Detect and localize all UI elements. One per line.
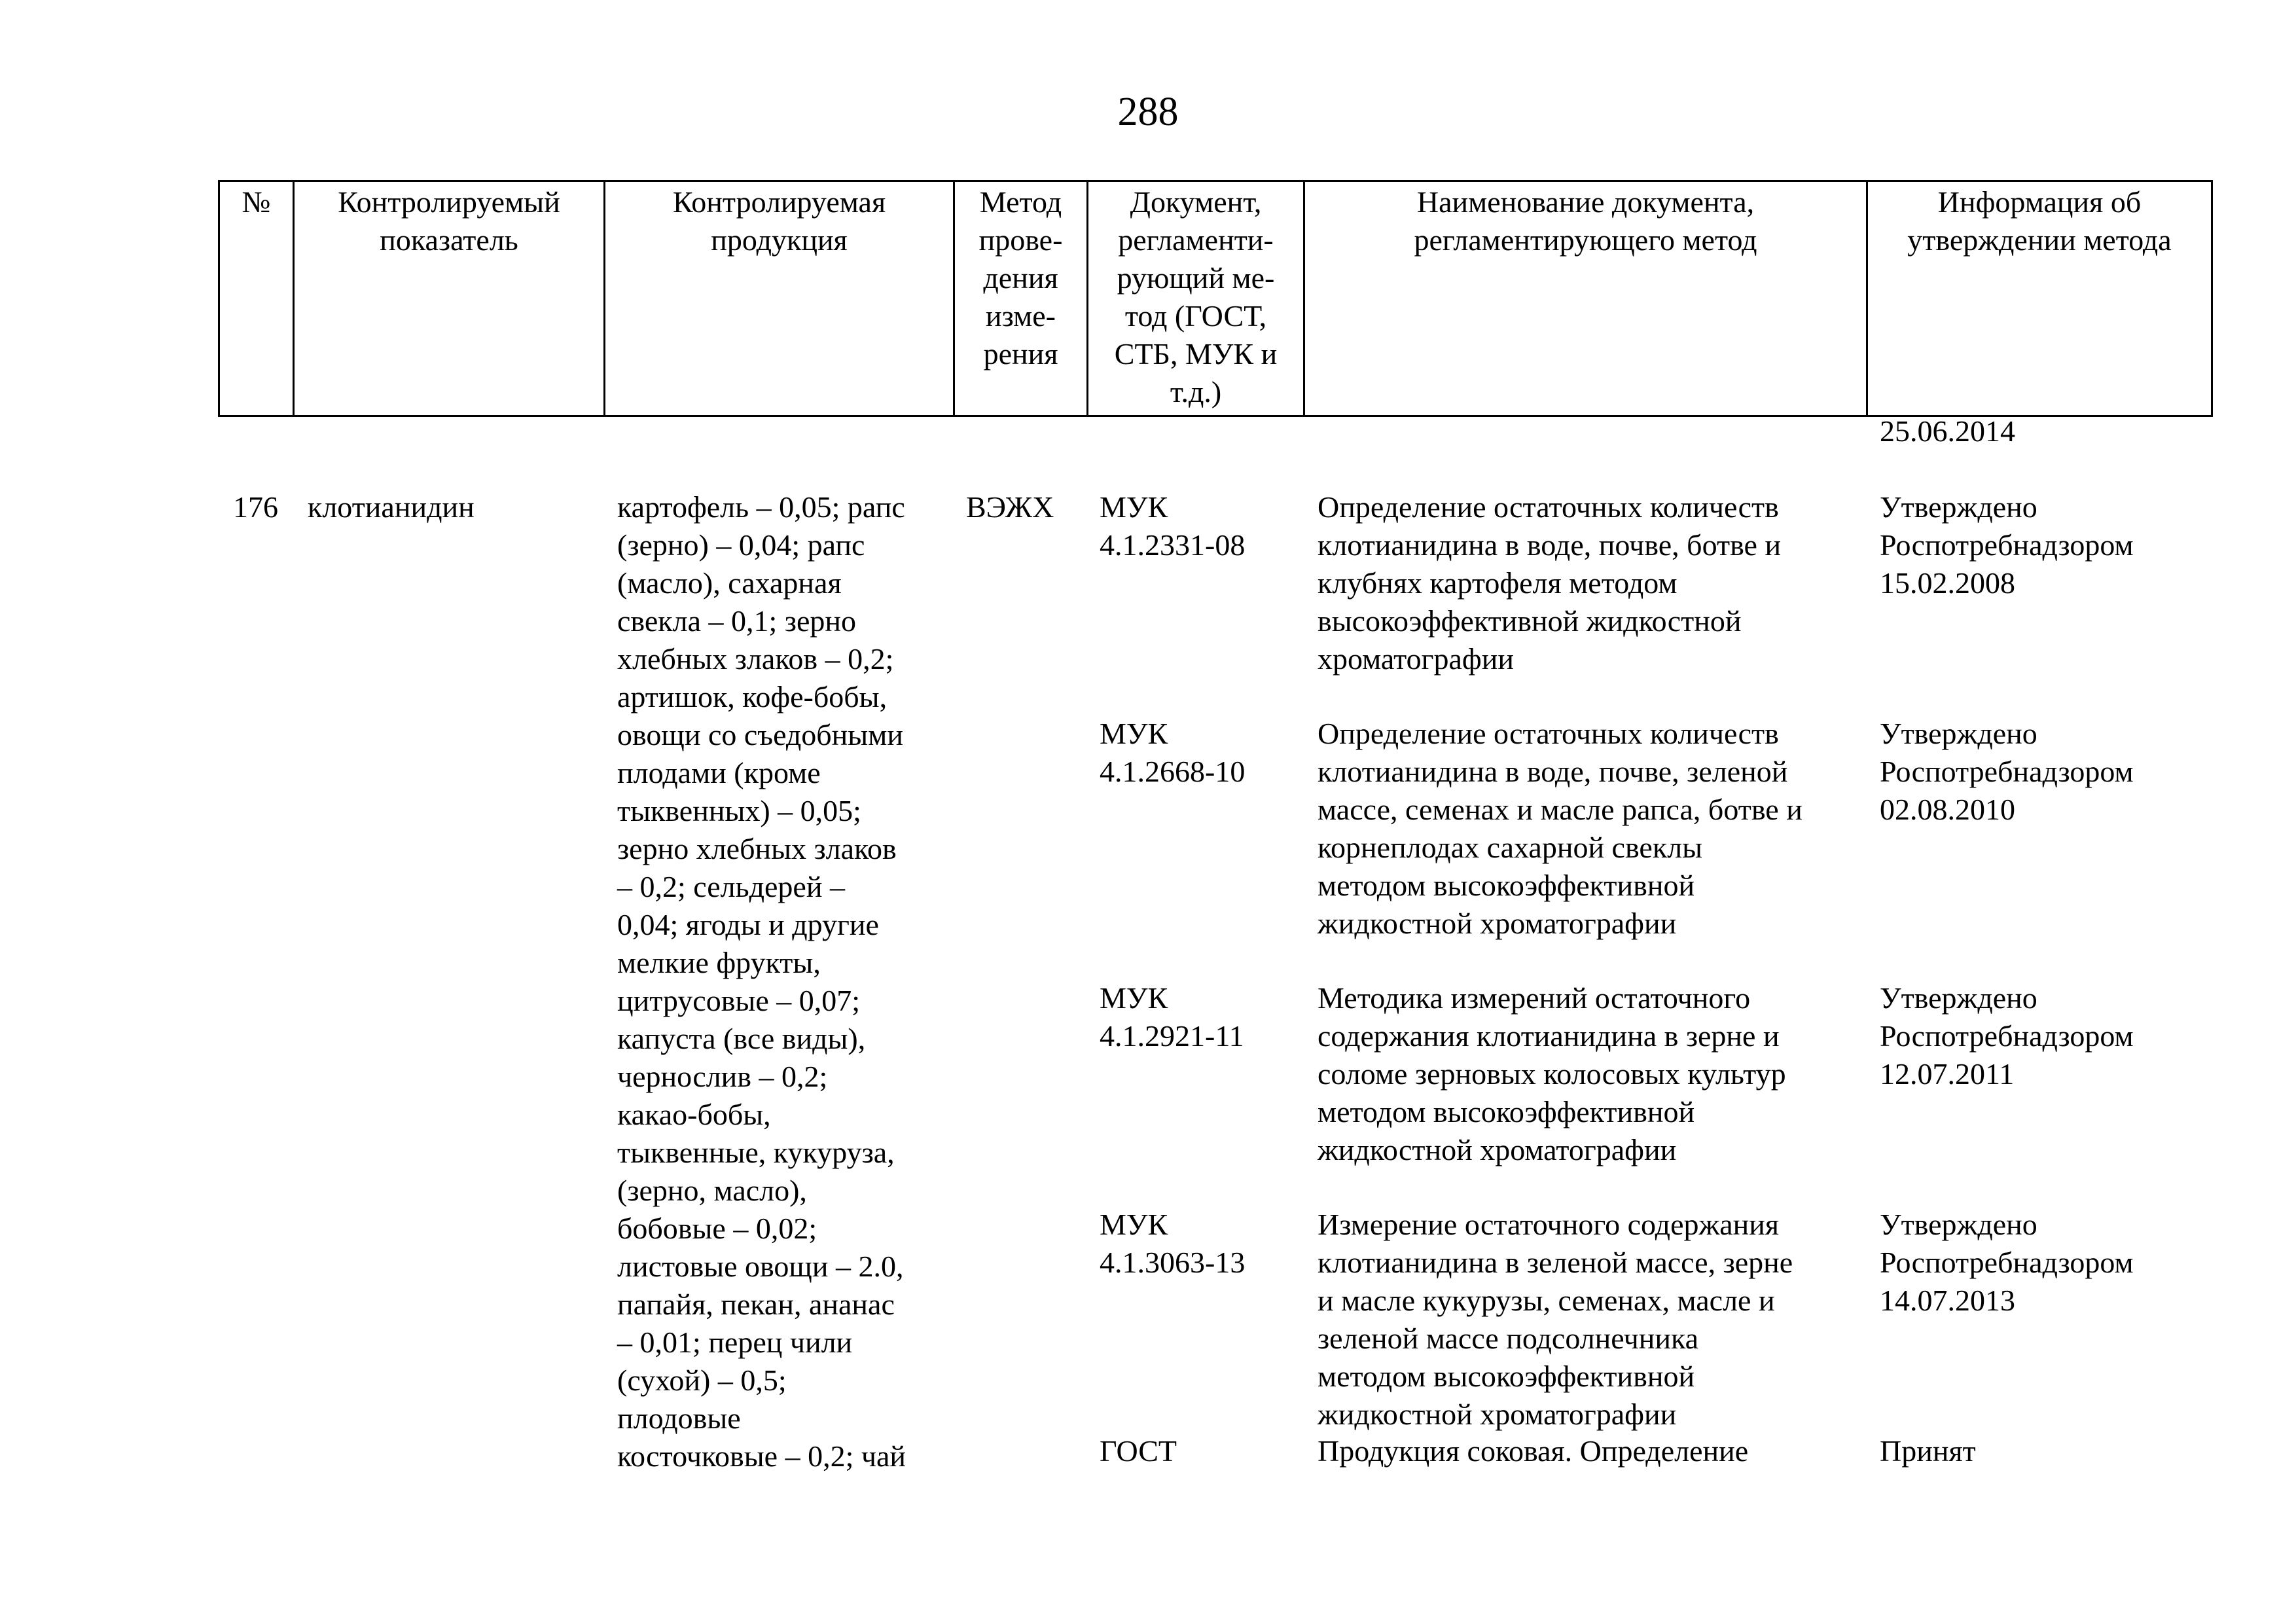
header-approval: Информация об утверждении метода: [1867, 181, 2212, 416]
row-product: картофель – 0,05; рапс (зерно) – 0,04; рапс (масло), сахарная свекла – 0,1; зерно хлебных злаков – 0,2; артишок, кофе-бобы, овощи со съедобными плодами (кроме тыквенных) – 0,05; зерно хлебных злаков – 0,2; сельдерей – 0,04; ягоды и другие мелкие фрукты, цитрусовые – 0,07; капуста (все виды), чернослив – 0,2; какао-бобы, тыквенные, кукуруза, (зерно, масло), бобовые – 0,02; листовые овощи – 2.0, папайя, пекан, ананас – 0,01; перец чили (сухой) – 0,5; плодовые косточковые – 0,2; чай: [617, 490, 906, 1473]
document-code: ГОСТ: [1100, 1434, 1177, 1468]
document-code: МУК 4.1.2331-08: [1100, 490, 1246, 562]
document-name: Методика измерений остаточного содержания клотианидина в зерне и соломе зерновых колосовых культур методом высокоэффективной жидкостной хроматографии: [1318, 981, 1786, 1166]
document-approval: Утверждено Роспотребнадзором 02.08.2010: [1880, 717, 2134, 826]
document-approval: Утверждено Роспотребнадзором 12.07.2011: [1880, 981, 2134, 1091]
document-approval: Утверждено Роспотребнадзором 14.07.2013: [1880, 1208, 2134, 1317]
row-num: 176: [233, 490, 278, 524]
document-approval: Принят: [1880, 1434, 1976, 1468]
header-product: Контролируемая продукция: [605, 181, 954, 416]
document-approval: Утверждено Роспотребнадзором 15.02.2008: [1880, 490, 2134, 600]
document-name: Определение остаточных количеств клотианидина в воде, почве, зеленой массе, семенах и масле рапса, ботве и корнеплодах сахарной свеклы методом высокоэффективной жидкостной хроматографии: [1318, 717, 1803, 940]
header-indicator: Контролируемый показатель: [294, 181, 605, 416]
row-method: ВЭЖХ: [966, 490, 1054, 524]
document-name: Определение остаточных количеств клотианидина в воде, почве, ботве и клубнях картофеля методом высокоэффективной жидкостной хроматографии: [1318, 490, 1782, 676]
document-name: Продукция соковая. Определение: [1318, 1434, 1749, 1468]
row-indicator: клотианидин: [308, 490, 475, 524]
table-header: [218, 180, 2213, 417]
carryover-date: 25.06.2014: [1880, 414, 2015, 448]
header-document: Документ, регламенти- рующий ме- тод (ГОСТ, СТБ, МУК и т.д.): [1088, 181, 1304, 416]
header-num: №: [219, 181, 294, 416]
document-name: Измерение остаточного содержания клотианидина в зеленой массе, зерне и масле кукурузы, семенах, масле и зеленой массе подсолнечника методом высокоэффективной жидкостной хроматографии: [1318, 1208, 1793, 1431]
document-code: МУК 4.1.2921-11: [1100, 981, 1244, 1053]
document-code: МУК 4.1.3063-13: [1100, 1208, 1246, 1279]
header-doc-name: Наименование документа, регламентирующего метод: [1304, 181, 1867, 416]
header-method: Метод прове- дения изме- рения: [954, 181, 1088, 416]
document-code: МУК 4.1.2668-10: [1100, 717, 1246, 788]
page-number: 288: [1117, 90, 1179, 134]
